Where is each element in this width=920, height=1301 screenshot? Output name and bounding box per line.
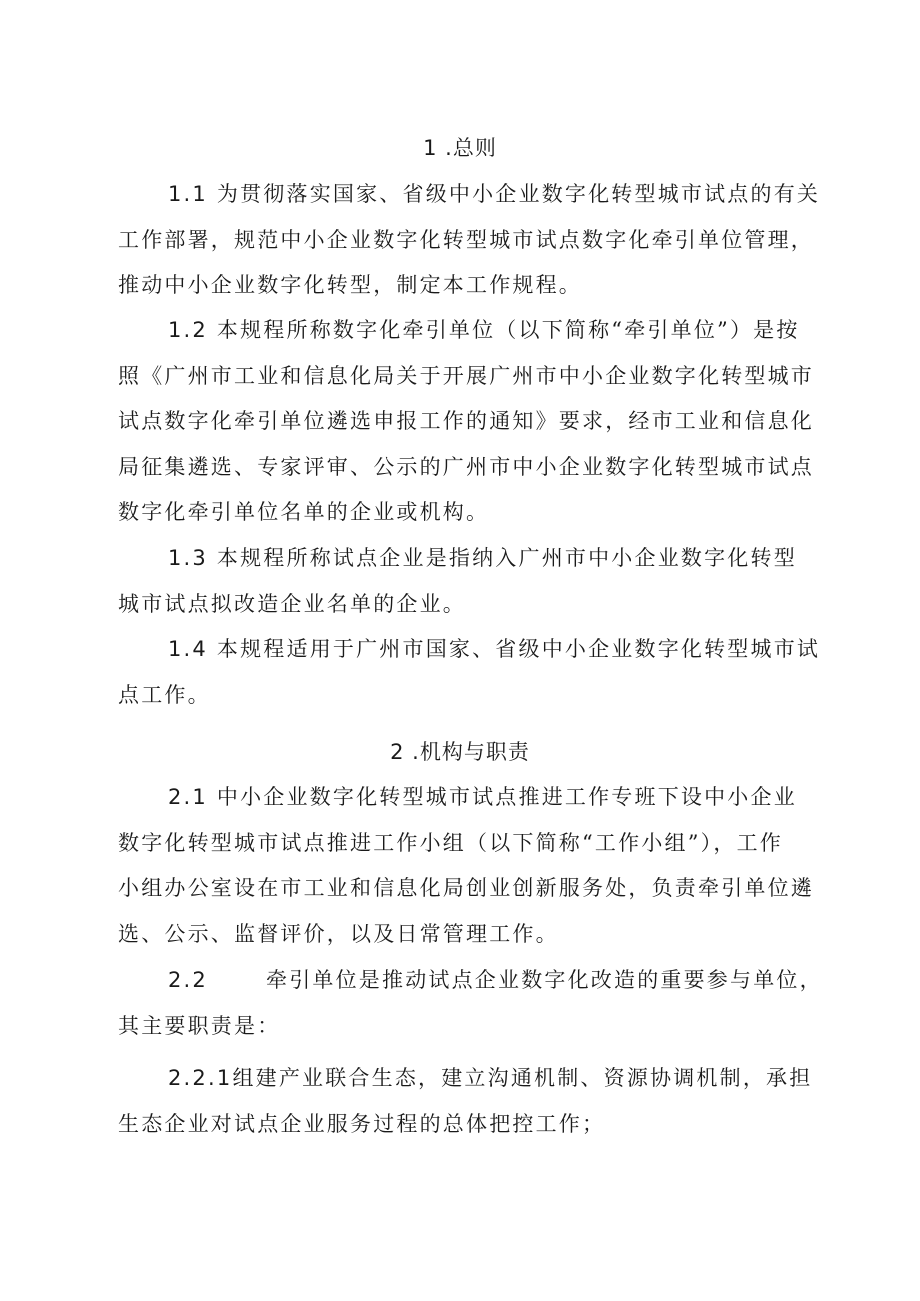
paragraph-line: 组建产业联合生态，建立沟通机制、资源协调机制，承担 (232, 1066, 813, 1090)
paragraph-line: 本规程所称数字化牵引单位（以下简称“牵引单位”）是按 (216, 318, 800, 342)
paragraph-1-3 (118, 536, 818, 627)
paragraph-1-1 (118, 172, 821, 309)
paragraph-number: 1.2 (168, 318, 208, 342)
paragraph-number: 1.3 (168, 546, 208, 570)
paragraph-line: 其主要职责是： (118, 1013, 281, 1038)
paragraph-line: 试点数字化牵引单位遴选申报工作的通知》要求，经市工业和信息化 (118, 409, 814, 433)
paragraph-2-2 (118, 958, 823, 1049)
paragraph-number: 2.2 (168, 968, 208, 992)
paragraph-line: 数字化牵引单位名单的企业或机构。 (118, 500, 490, 524)
paragraph-1-2 (118, 308, 818, 536)
paragraph-line: 小组办公室设在市工业和信息化局创业创新服务处，负责牵引单位遴 (118, 876, 814, 900)
paragraph-line: 局征集遴选、专家评审、公示的广州市中小企业数字化转型城市试点 (118, 454, 814, 479)
paragraph-line: 牵引单位是推动试点企业数字化改造的重要参与单位， (266, 968, 823, 992)
paragraph-number: 2.1 (168, 785, 208, 809)
paragraph-line: 推动中小企业数字化转型，制定本工作规程。 (118, 273, 582, 297)
paragraph-line: 生态企业对试点企业服务过程的总体把控工作； (118, 1111, 606, 1136)
section-heading-general: 1 .总则 (423, 136, 497, 160)
paragraph-line: 城市试点拟改造企业名单的企业。 (118, 591, 466, 616)
paragraph-line: 工作部署，规范中小企业数字化转型城市试点数字化牵引单位管理， (118, 227, 814, 252)
paragraph-line: 点工作。 (118, 682, 211, 707)
paragraph-number: 1.4 (168, 637, 208, 661)
paragraph-number: 1.1 (168, 182, 208, 206)
paragraph-line: 本规程所称试点企业是指纳入广州市中小企业数字化转型 (216, 546, 797, 570)
paragraph-line: 为贯彻落实国家、省级中小企业数字化转型城市试点的有关 (216, 182, 821, 206)
paragraph-line: 选、公示、监督评价，以及日常管理工作。 (118, 921, 559, 946)
paragraph-line: 本规程适用于广州市国家、省级中小企业数字化转型城市试 (216, 637, 821, 661)
paragraph-number: 2.2.1 (168, 1066, 233, 1090)
paragraph-2-1 (118, 775, 818, 957)
paragraph-line: 照《广州市工业和信息化局关于开展广州市中小企业数字化转型城市 (118, 363, 814, 388)
paragraph-line: 中小企业数字化转型城市试点推进工作专班下设中小企业 (216, 785, 797, 809)
paragraph-line: 数字化转型城市试点推进工作小组（以下简称“工作小组”），工作 (118, 830, 783, 855)
paragraph-2-2-1 (118, 1056, 818, 1147)
paragraph-1-4 (118, 627, 821, 718)
section-heading-organization: 2 .机构与职责 (390, 740, 530, 764)
